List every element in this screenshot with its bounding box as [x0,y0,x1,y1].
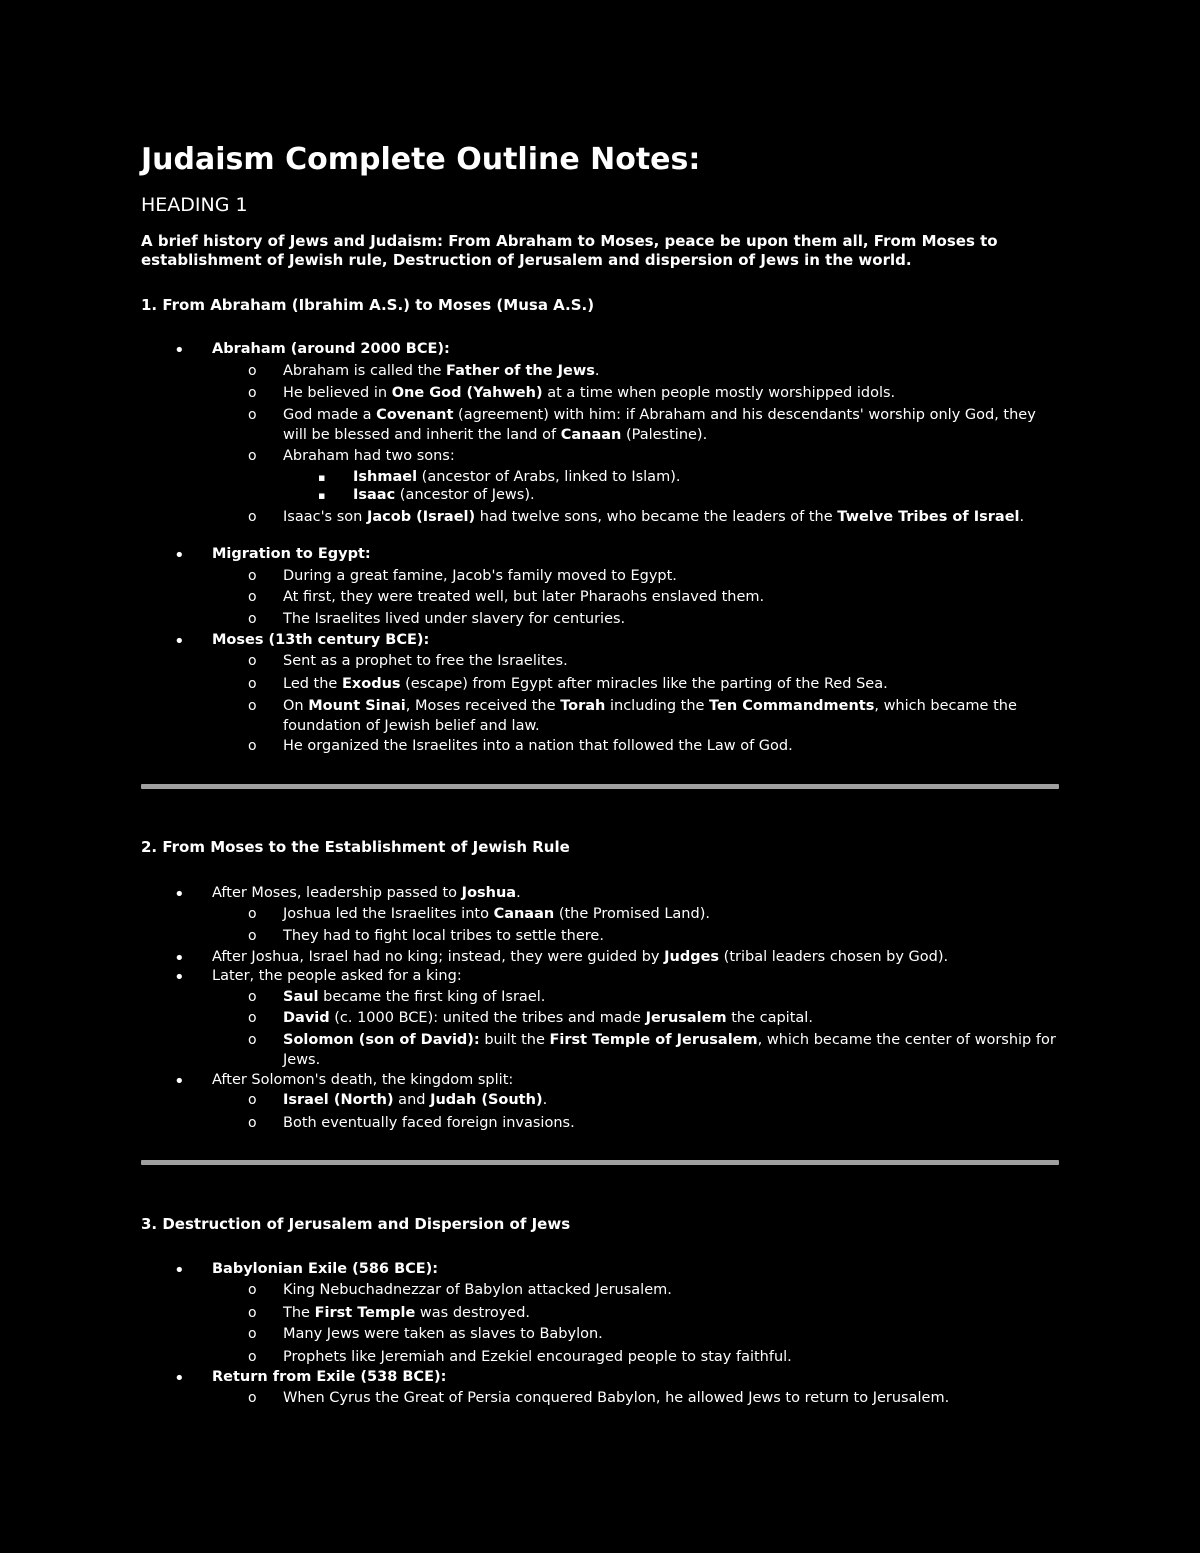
bullet-icon: • [174,948,185,969]
list-item: He believed in One God (Yahweh) at a time when people mostly worshipped idols. [283,385,896,401]
bullet-icon: • [174,967,185,988]
list-item: Migration to Egypt: [212,546,371,562]
intro-paragraph: A brief history of Jews and Judaism: From Abraham to Moses, peace be upon them all, From Moses to establishment of Jewish rule, Destruction of Jerusalem and dispersion of Jews in the world. [141,232,998,269]
bullet-icon: • [174,1071,185,1092]
circle-bullet-icon: o [248,698,257,714]
circle-bullet-icon: o [248,738,257,754]
list-item: Israel (North) and Judah (South). [283,1092,548,1108]
circle-bullet-icon: o [248,1115,257,1131]
list-item: They had to fight local tribes to settle there. [283,928,604,944]
horizontal-divider [141,1160,1059,1165]
list-item: Isaac (ancestor of Jews). [353,487,535,503]
circle-bullet-icon: o [248,989,257,1005]
bullet-icon: • [174,884,185,905]
list-item: Many Jews were taken as slaves to Babylon. [283,1326,603,1342]
list-item: Led the Exodus (escape) from Egypt after miracles like the parting of the Red Sea. [283,676,888,692]
circle-bullet-icon: o [248,589,257,605]
bullet-icon: • [174,1368,185,1389]
circle-bullet-icon: o [248,906,257,922]
circle-bullet-icon: o [248,653,257,669]
list-item: Solomon (son of David): built the First Temple of Jerusalem, which became the center of worship for Jews. [283,1032,1056,1068]
list-item: The Israelites lived under slavery for centuries. [283,611,626,627]
circle-bullet-icon: o [248,676,257,692]
section-2-title: 2. From Moses to the Establishment of Jewish Rule [141,838,570,856]
circle-bullet-icon: o [248,1010,257,1026]
circle-bullet-icon: o [248,509,257,525]
circle-bullet-icon: o [248,1282,257,1298]
list-item: After Joshua, Israel had no king; instead, they were guided by Judges (tribal leaders chosen by God). [212,949,949,965]
list-item: Moses (13th century BCE): [212,632,430,648]
circle-bullet-icon: o [248,407,257,423]
list-item: God made a Covenant (agreement) with him: if Abraham and his descendants' worship only God, they will be blessed and inherit the land of Canaan (Palestine). [283,407,1036,443]
section-3-title: 3. Destruction of Jerusalem and Dispersion of Jews [141,1215,571,1233]
circle-bullet-icon: o [248,1305,257,1321]
list-item: Both eventually faced foreign invasions. [283,1115,575,1131]
list-item: Abraham (around 2000 BCE): [212,341,450,357]
list-item: Babylonian Exile (586 BCE): [212,1261,439,1277]
circle-bullet-icon: o [248,1032,257,1048]
horizontal-divider [141,784,1059,789]
circle-bullet-icon: o [248,928,257,944]
circle-bullet-icon: o [248,1326,257,1342]
list-item: Joshua led the Israelites into Canaan (the Promised Land). [283,906,710,922]
list-item: Abraham is called the Father of the Jews. [283,363,600,379]
list-item: King Nebuchadnezzar of Babylon attacked Jerusalem. [283,1282,672,1298]
bullet-icon: • [174,545,185,566]
list-item: David (c. 1000 BCE): united the tribes and made Jerusalem the capital. [283,1010,813,1026]
list-item: Prophets like Jeremiah and Ezekiel encouraged people to stay faithful. [283,1349,792,1365]
square-bullet-icon: ▪ [318,489,326,502]
list-item: Return from Exile (538 BCE): [212,1369,447,1385]
list-item: Ishmael (ancestor of Arabs, linked to Islam). [353,469,681,485]
list-item: Later, the people asked for a king: [212,968,462,984]
bullet-icon: • [174,631,185,652]
heading-1: HEADING 1 [141,194,248,216]
list-item: After Moses, leadership passed to Joshua. [212,885,521,901]
list-item: Sent as a prophet to free the Israelites. [283,653,568,669]
list-item: Isaac's son Jacob (Israel) had twelve sons, who became the leaders of the Twelve Tribes of Israel. [283,509,1025,525]
document-title: Judaism Complete Outline Notes: [141,142,701,177]
bullet-icon: • [174,1260,185,1281]
circle-bullet-icon: o [248,363,257,379]
circle-bullet-icon: o [248,385,257,401]
list-item: When Cyrus the Great of Persia conquered Babylon, he allowed Jews to return to Jerusalem. [283,1390,950,1406]
circle-bullet-icon: o [248,568,257,584]
bullet-icon: • [174,340,185,361]
section-1-title: 1. From Abraham (Ibrahim A.S.) to Moses (Musa A.S.) [141,296,595,314]
list-item: The First Temple was destroyed. [283,1305,531,1321]
list-item: On Mount Sinai, Moses received the Torah including the Ten Commandments, which became the foundation of Jewish belief and law. [283,698,1017,734]
list-item: Abraham had two sons: [283,448,455,464]
list-item: He organized the Israelites into a nation that followed the Law of God. [283,738,793,754]
list-item: At first, they were treated well, but later Pharaohs enslaved them. [283,589,765,605]
list-item: Saul became the first king of Israel. [283,989,546,1005]
circle-bullet-icon: o [248,1092,257,1108]
list-item: During a great famine, Jacob's family moved to Egypt. [283,568,677,584]
circle-bullet-icon: o [248,448,257,464]
circle-bullet-icon: o [248,611,257,627]
circle-bullet-icon: o [248,1390,257,1406]
square-bullet-icon: ▪ [318,471,326,484]
list-item: After Solomon's death, the kingdom split: [212,1072,514,1088]
circle-bullet-icon: o [248,1349,257,1365]
